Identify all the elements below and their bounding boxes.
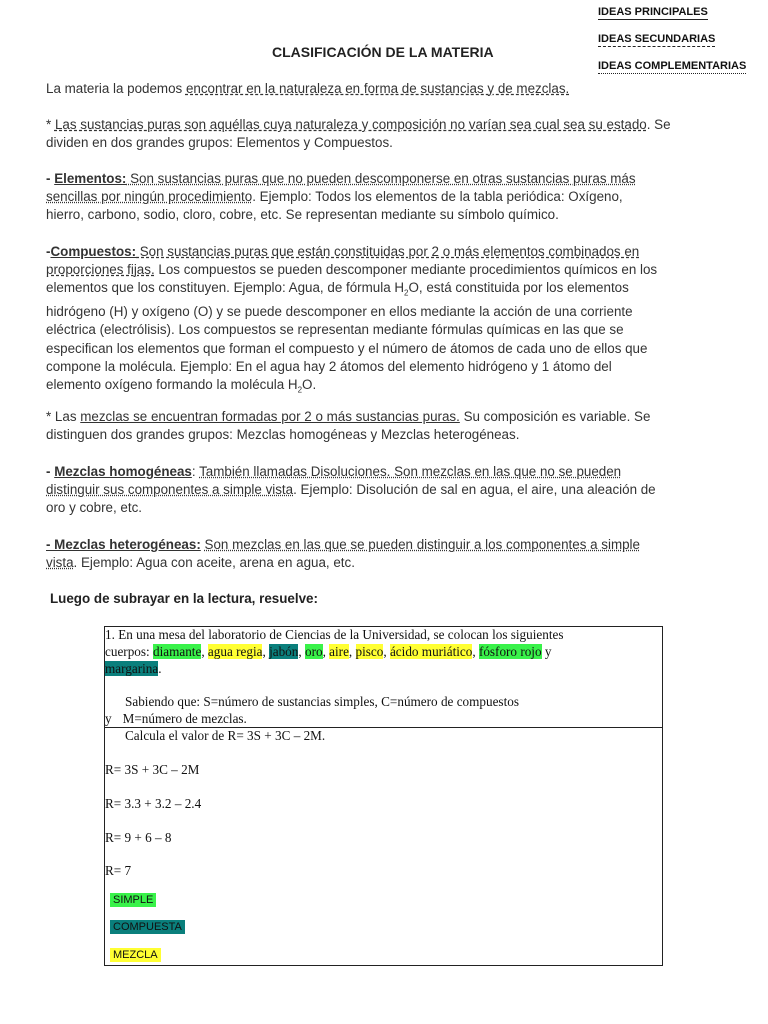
tag-mezcla: MEZCLA	[110, 948, 161, 962]
item-jabon: jabón	[269, 644, 299, 659]
dash: -	[46, 464, 55, 479]
homogeneas-definition-2: distinguir sus componentes a simple vista	[46, 482, 294, 498]
text-fragment: dividen en dos grandes grupos: Elementos y Compuestos.	[46, 135, 393, 151]
exercise-calcula: Calcula el valor de R= 3S + 3C – 2M.	[125, 728, 326, 743]
heterogeneas-heading: - Mezclas heterogéneas:	[46, 537, 201, 552]
text-fragment: distinguen dos grandes grupos: Mezclas homogéneas y Mezclas heterogéneas.	[46, 427, 520, 443]
text-fragment: :	[191, 464, 200, 479]
mezclas-definition: mezclas se encuentran formadas por 2 o más sustancias puras.	[80, 409, 460, 424]
homogeneas-heading: Mezclas homogéneas	[54, 464, 192, 479]
text-fragment: O, está constituida por los elementos	[408, 280, 629, 296]
compuestos-definition-2: proporciones fijas.	[46, 262, 155, 278]
dash: -	[46, 244, 51, 259]
text-fragment: Su composición es variable. Se	[459, 409, 651, 424]
equation-2: R= 3.3 + 3.2 – 2.4	[105, 796, 202, 811]
text-fragment: . Ejemplo: Todos los elementos de la tabla periódica: Oxígeno,	[252, 189, 623, 205]
text-fragment: .	[158, 661, 162, 676]
exercise-intro: 1. En una mesa del laboratorio de Ciencias de la Universidad, se colocan los siguientes	[105, 627, 564, 642]
page-title: CLASIFICACIÓN DE LA MATERIA	[272, 44, 494, 60]
tag-simple: SIMPLE	[110, 893, 156, 907]
paragraph-sustancias	[46, 116, 726, 152]
exercise-items: cuerpos: diamante, agua regia, jabón, oro, aire, pisco, ácido muriático, fósforo rojo y	[105, 644, 552, 659]
intro-text: La materia la podemos	[46, 81, 186, 96]
paragraph-mezclas	[46, 408, 726, 444]
item-fosforo-rojo: fósforo rojo	[478, 644, 542, 659]
paragraph-compuestos	[46, 243, 726, 400]
compuestos-heading: Compuestos:	[50, 244, 137, 259]
text-fragment: compone la molécula. Ejemplo: En el agua hay 2 átomos del elemento hidrógeno y 1 átomo del	[46, 358, 612, 374]
item-agua-regia: agua regia	[207, 644, 263, 659]
exercise-box	[104, 626, 663, 966]
legend-ideas-secundarias: IDEAS SECUNDARIAS	[598, 33, 716, 45]
bullet: *	[46, 117, 55, 132]
tag-compuesta: COMPUESTA	[110, 920, 185, 934]
item-acido-muriatico: ácido muriático	[389, 644, 473, 659]
text-fragment: elemento oxígeno formando la molécula H	[46, 377, 298, 393]
elementos-definition-2: sencillas por ningún procedimiento	[46, 189, 253, 205]
item-oro: oro	[304, 644, 323, 659]
cuerpos-label: cuerpos:	[105, 644, 153, 659]
text-fragment: . Ejemplo: Disolución de sal en agua, el aire, una aleación de	[293, 482, 656, 498]
heterogeneas-definition-2: vista	[46, 555, 74, 571]
item-aire: aire	[329, 644, 349, 659]
legend-ideas-complementarias: IDEAS COMPLEMENTARIAS	[598, 60, 747, 72]
dash: -	[46, 171, 55, 186]
text-fragment: oro y cobre, etc.	[46, 500, 143, 516]
text-fragment: . Ejemplo: Agua con aceite, arena en agua, etc.	[73, 555, 355, 571]
homogeneas-definition: También llamadas Disoluciones. Son mezclas en las que no se pueden	[199, 464, 622, 479]
equation-1: R= 3S + 3C – 2M	[105, 762, 200, 777]
text-fragment: elementos que los constituyen. Ejemplo: Agua, de fórmula H	[46, 280, 405, 296]
text-fragment: * Las	[46, 409, 81, 424]
elementos-definition: Son sustancias puras que no pueden descomponerse en otras sustancias puras más	[126, 171, 636, 186]
intro-underlined: encontrar en la naturaleza en forma de sustancias y de mezclas.	[185, 81, 570, 96]
text-fragment: O.	[302, 377, 317, 393]
text-fragment: y	[105, 711, 112, 726]
text-fragment: eléctrica (electrólisis). Los compuestos se representan mediante fórmulas químicas en las que se	[46, 322, 624, 338]
paragraph-mezclas-heterogeneas	[46, 536, 726, 572]
text-fragment: M=número de mezclas.	[122, 711, 247, 726]
sustancias-definition: Las sustancias puras son aquéllas cuya naturaleza y composición no varían sea cual sea su estado	[54, 117, 647, 132]
text-fragment: especifican los elementos que forman el compuesto y el número de átomos de cada uno de ellos que	[46, 340, 648, 356]
subscript: 2	[404, 289, 409, 299]
exercise-items-2	[105, 661, 162, 677]
text-fragment: y	[541, 644, 552, 659]
elementos-heading: Elementos:	[54, 171, 127, 186]
text-fragment: . Se	[646, 117, 671, 132]
text-fragment: hierro, carbono, sodio, cloro, cobre, etc. Se representan mediante su símbolo químico.	[46, 207, 559, 223]
paragraph-mezclas-homogeneas	[46, 463, 726, 518]
text-fragment: Los compuestos se pueden descomponer mediante procedimientos químicos en los	[154, 262, 658, 278]
subscript: 2	[297, 385, 303, 395]
equation-3: R= 9 + 6 – 8	[105, 830, 172, 845]
exercise-statement	[105, 627, 662, 728]
exercise-definitions: Sabiendo que: S=número de sustancias simples, C=número de compuestos	[125, 694, 519, 709]
heterogeneas-definition: Son mezclas en las que se pueden distinguir a los componentes a simple	[204, 537, 640, 552]
item-margarina: margarina	[105, 661, 159, 676]
compuestos-definition: Son sustancias puras que están constituidas por 2 o más elementos combinados en	[136, 244, 640, 259]
item-pisco: pisco	[355, 644, 384, 659]
paragraph-intro	[46, 80, 726, 98]
paragraph-elementos	[46, 170, 726, 225]
legend-ideas-principales: IDEAS PRINCIPALES	[598, 6, 708, 18]
equation-4: R= 7	[105, 863, 132, 878]
instruction: Luego de subrayar en la lectura, resuelve:	[50, 591, 318, 606]
text-fragment: hidrógeno (H) y oxígeno (O) y se puede descomponer en ellos mediante la acción de una corriente	[46, 304, 633, 320]
item-diamante: diamante	[152, 644, 202, 659]
exercise-definitions-2	[105, 711, 247, 727]
